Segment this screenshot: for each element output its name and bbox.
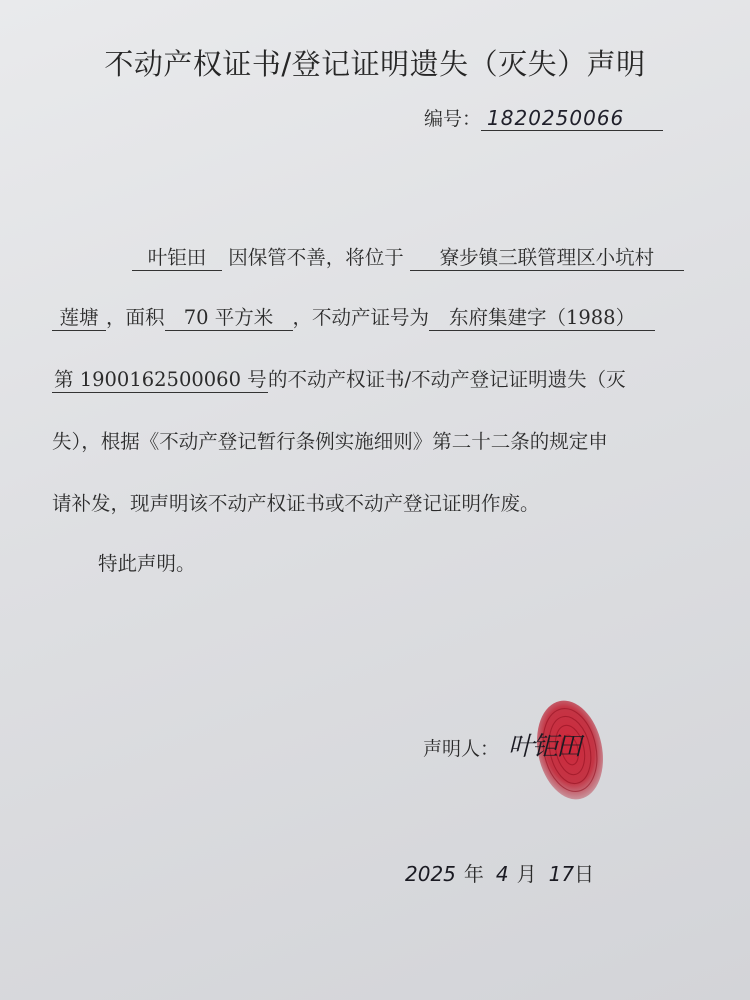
serial-value: 1820250066 [481, 106, 663, 131]
certificate-number-field: 东府集建字（1988） [429, 302, 655, 331]
body-line-3 [52, 364, 626, 393]
body-text: 因保管不善，将位于 [228, 246, 404, 269]
closing-text: 特此声明。 [98, 552, 196, 575]
handwritten-signature: 叶钜田 [508, 732, 581, 762]
certificate-number-field-cont: 第 1900162500060 号 [52, 364, 268, 393]
signature-label: 声明人： [423, 738, 500, 760]
page-title: 不动产权证书/登记证明遗失（灭失）声明 [104, 47, 646, 81]
year-label: 年 [463, 862, 484, 886]
day-label: 日 [574, 862, 595, 886]
date-line [405, 858, 594, 887]
body-line-2 [52, 302, 655, 331]
date-year: 2025 [405, 862, 456, 886]
body-line-5: 请补发，现声明该不动产权证书或不动产登记证明作废。 [52, 492, 540, 515]
location-field-cont: 莲塘 [52, 302, 106, 331]
month-label: 月 [516, 862, 537, 886]
date-day: 17 [548, 862, 575, 886]
serial-number [424, 104, 663, 131]
declarant-name-field: 叶钜田 [132, 242, 222, 271]
date-month: 4 [495, 862, 509, 886]
area-field: 70 平方米 [165, 302, 293, 331]
body-line-4: 失），根据《不动产登记暂行条例实施细则》第二十二条的规定申 [52, 430, 608, 453]
body-line-1 [132, 242, 684, 271]
body-text: ，面积 [106, 306, 165, 329]
body-text: ，不动产证号为 [292, 306, 430, 329]
serial-label: 编号： [424, 108, 482, 130]
body-text: 的不动产权证书/不动产登记证明遗失（灭 [268, 368, 626, 391]
location-field: 寮步镇三联管理区小坑村 [410, 242, 684, 271]
